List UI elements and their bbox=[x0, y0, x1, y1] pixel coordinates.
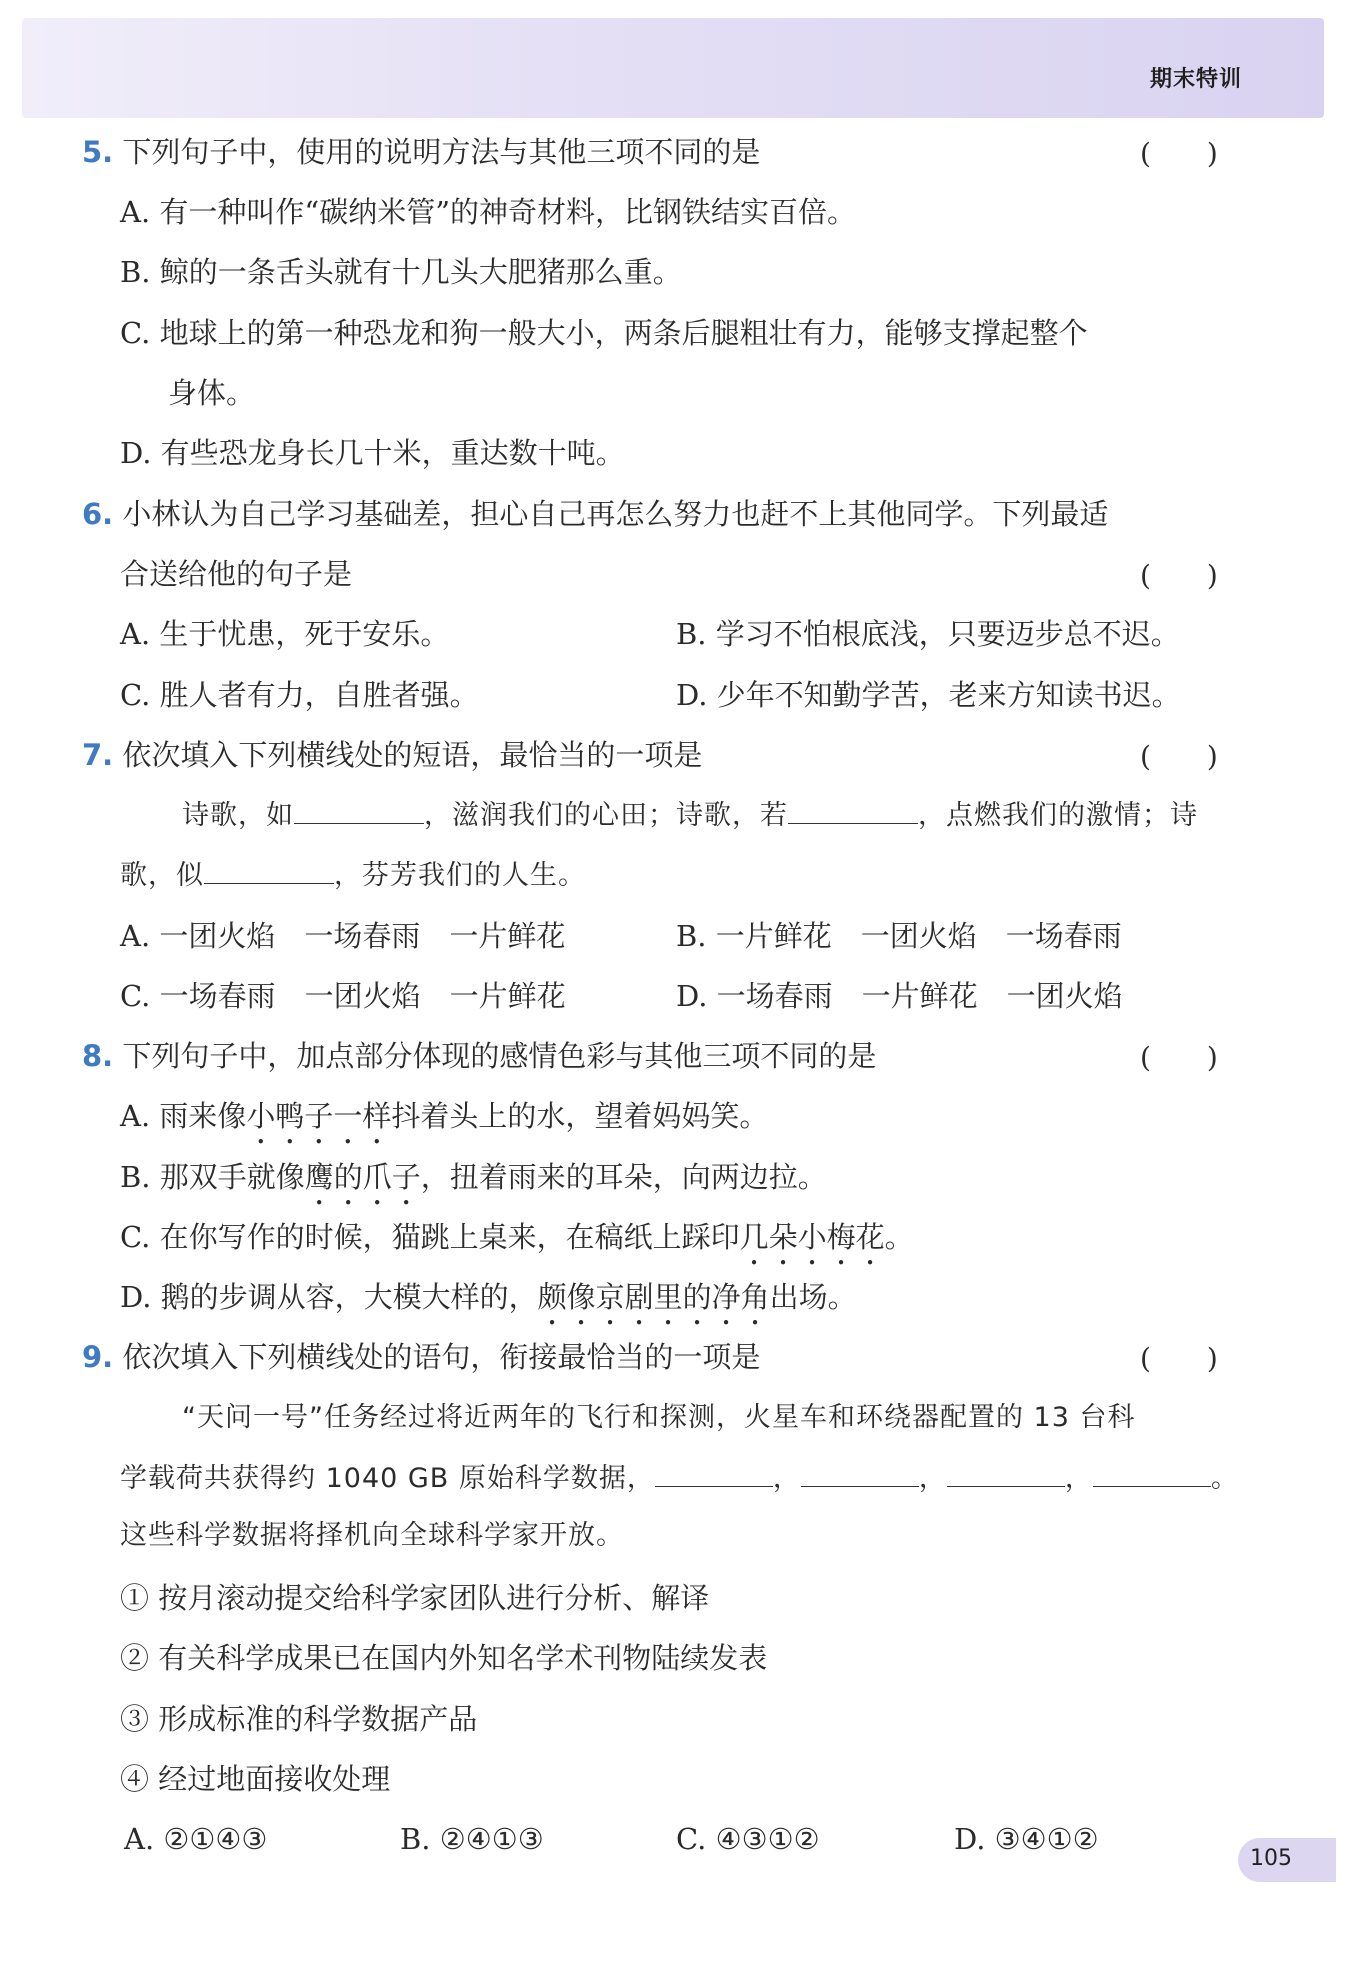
option-b: B. 一片鲜花 一团火焰 一场春雨 bbox=[676, 919, 1122, 953]
passage-line-2 bbox=[120, 1458, 1239, 1499]
option-text: D. 鹅的步调从容，大模大样的， bbox=[120, 1280, 538, 1314]
option-text: C. 在你写作的时候，猫跳上桌来，在稿纸上踩印 bbox=[120, 1220, 740, 1254]
page-number: 105 bbox=[1250, 1846, 1292, 1871]
question-number: 7. bbox=[82, 738, 114, 772]
option-a: A. 生于忧患，死于安乐。 bbox=[120, 617, 450, 651]
section-title: 期末特训 bbox=[1149, 67, 1242, 92]
option-d: D. ③④①② bbox=[954, 1822, 1099, 1856]
question-7-stem bbox=[82, 735, 702, 775]
passage-text: 歌，似 bbox=[120, 860, 204, 891]
option-d: D. 有些恐龙身长几十米，重达数十吨。 bbox=[120, 436, 625, 470]
option-a bbox=[120, 1096, 768, 1151]
fill-blank bbox=[788, 795, 918, 824]
passage-line-1 bbox=[182, 795, 1198, 836]
question-8-stem bbox=[82, 1036, 876, 1076]
option-c: C. ④③①② bbox=[676, 1822, 820, 1856]
option-text: ，扭着雨来的耳朵，向两边拉。 bbox=[420, 1160, 827, 1194]
passage-line-3: 这些科学数据将择机向全球科学家开放。 bbox=[120, 1520, 624, 1551]
dotted-phrase: 鹰的爪子 bbox=[304, 1160, 421, 1194]
dotted-phrase: 几朵小梅花 bbox=[739, 1220, 885, 1254]
fill-blank bbox=[204, 855, 334, 884]
sentence-item-3: ③ 形成标准的科学数据产品 bbox=[120, 1702, 478, 1736]
passage-text: ，芬芳我们的人生。 bbox=[334, 860, 586, 891]
option-a: A. 有一种叫作“碳纳米管”的神奇材料，比钢铁结实百倍。 bbox=[120, 195, 857, 229]
option-text: A. 雨来像 bbox=[120, 1099, 247, 1133]
question-number: 6. bbox=[82, 497, 114, 531]
passage-line-2 bbox=[120, 855, 586, 896]
answer-paren: ( ) bbox=[1140, 1342, 1218, 1375]
answer-paren: ( ) bbox=[1140, 740, 1218, 773]
sentence-item-2: ② 有关科学成果已在国内外知名学术刊物陆续发表 bbox=[120, 1641, 768, 1675]
question-text: 下列句子中，加点部分体现的感情色彩与其他三项不同的是 bbox=[122, 1039, 877, 1073]
answer-paren: ( ) bbox=[1140, 559, 1218, 592]
dotted-phrase: 小鸭子一样 bbox=[246, 1099, 392, 1133]
passage-text: ， bbox=[1064, 1463, 1093, 1494]
option-b: B. 鲸的一条舌头就有十几头大肥猪那么重。 bbox=[120, 255, 682, 289]
option-c-continued: 身体。 bbox=[168, 376, 256, 410]
question-number: 8. bbox=[82, 1039, 114, 1073]
question-text: 依次填入下列横线处的短语，最恰当的一项是 bbox=[122, 738, 703, 772]
question-6-stem-continued: 合送给他的句子是 bbox=[120, 557, 353, 591]
fill-blank bbox=[801, 1458, 919, 1487]
question-text: 小林认为自己学习基础差，担心自己再怎么努力也赶不上其他同学。下列最适 bbox=[122, 497, 1109, 531]
option-c bbox=[120, 1217, 914, 1272]
passage-text: 诗歌，如 bbox=[182, 800, 294, 831]
passage-text: 学载荷共获得约 1040 GB 原始科学数据， bbox=[120, 1463, 655, 1494]
answer-paren: ( ) bbox=[1140, 1041, 1218, 1074]
option-text: 。 bbox=[884, 1220, 914, 1254]
question-text: 下列句子中，使用的说明方法与其他三项不同的是 bbox=[122, 135, 761, 169]
answer-paren: ( ) bbox=[1140, 137, 1218, 170]
fill-blank bbox=[1093, 1458, 1211, 1487]
header-band bbox=[22, 18, 1324, 118]
option-c: C. 地球上的第一种恐龙和狗一般大小，两条后腿粗壮有力，能够支撑起整个 bbox=[120, 316, 1088, 350]
option-b: B. ②④①③ bbox=[400, 1822, 544, 1856]
question-number: 5. bbox=[82, 135, 114, 169]
option-c: C. 一场春雨 一团火焰 一片鲜花 bbox=[120, 979, 566, 1013]
passage-text: ，点燃我们的激情；诗 bbox=[918, 800, 1198, 831]
passage-line-1: “天问一号”任务经过将近两年的飞行和探测，火星车和环绕器配置的 13 台科 bbox=[182, 1402, 1136, 1433]
option-text: 抖着头上的水，望着妈妈笑。 bbox=[391, 1099, 769, 1133]
sentence-item-4: ④ 经过地面接收处理 bbox=[120, 1762, 391, 1796]
fill-blank bbox=[655, 1458, 773, 1487]
question-5-stem bbox=[82, 132, 760, 172]
question-text: 依次填入下列横线处的语句，衔接最恰当的一项是 bbox=[122, 1340, 761, 1374]
dotted-phrase: 颇像京剧里的净角 bbox=[537, 1280, 770, 1314]
sentence-item-1: ① 按月滚动提交给科学家团队进行分析、解译 bbox=[120, 1581, 710, 1615]
option-b bbox=[120, 1157, 827, 1212]
question-9-stem bbox=[82, 1337, 760, 1377]
fill-blank bbox=[294, 795, 424, 824]
option-a: A. ②①④③ bbox=[124, 1822, 268, 1856]
option-text: B. 那双手就像 bbox=[120, 1160, 305, 1194]
fill-blank bbox=[947, 1458, 1065, 1487]
passage-text: 。 bbox=[1210, 1463, 1239, 1494]
passage-text: ， bbox=[772, 1463, 801, 1494]
option-b: B. 学习不怕根底浅，只要迈步总不迟。 bbox=[676, 617, 1180, 651]
question-6-stem bbox=[82, 494, 1108, 534]
option-d: D. 一场春雨 一片鲜花 一团火焰 bbox=[676, 979, 1123, 1013]
question-number: 9. bbox=[82, 1340, 114, 1374]
option-c: C. 胜人者有力，自胜者强。 bbox=[120, 678, 479, 712]
option-d: D. 少年不知勤学苦，老来方知读书迟。 bbox=[676, 678, 1181, 712]
passage-text: ，滋润我们的心田；诗歌，若 bbox=[424, 800, 788, 831]
option-a: A. 一团火焰 一场春雨 一片鲜花 bbox=[120, 919, 566, 953]
option-text: 出场。 bbox=[769, 1280, 857, 1314]
option-d bbox=[120, 1277, 857, 1332]
passage-text: ， bbox=[918, 1463, 947, 1494]
